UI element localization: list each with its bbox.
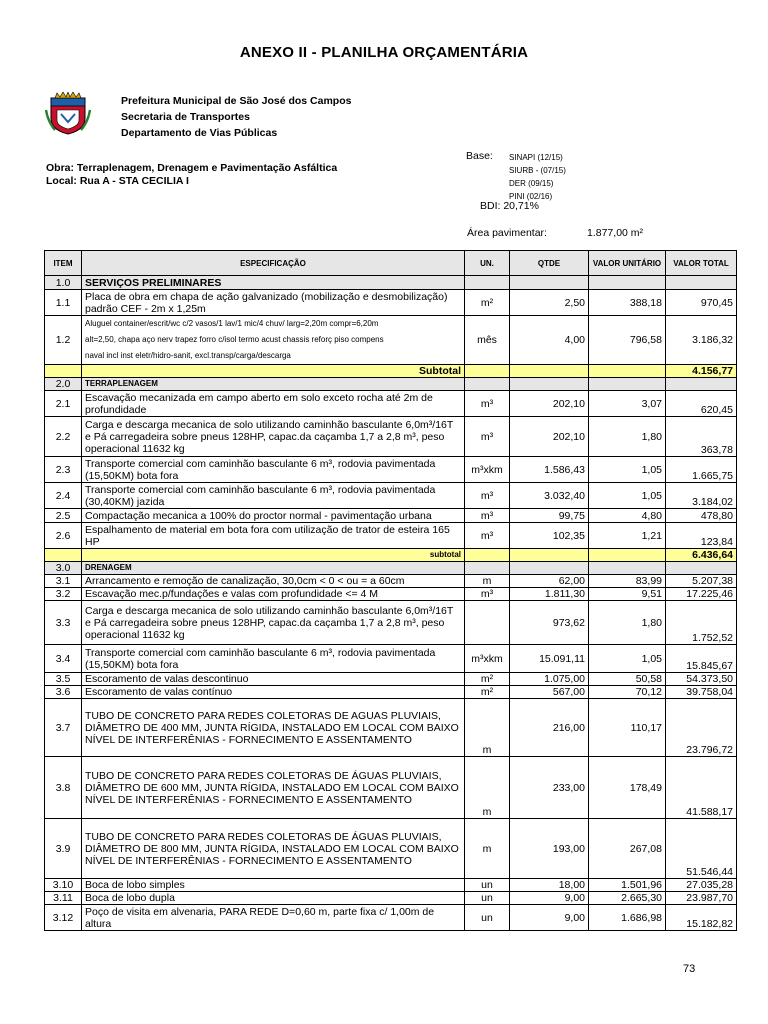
row-item: 3.4 <box>45 645 82 673</box>
row-spec-line: naval incl inst eletr/hidro-sanit, excl.transp/carga/descarga <box>85 351 291 360</box>
row-total: 123,84 <box>666 523 737 549</box>
table-row <box>45 316 737 365</box>
table-row <box>45 905 737 931</box>
row-unit: 110,17 <box>589 699 666 757</box>
row-un: m <box>465 757 510 819</box>
table-row <box>45 699 737 757</box>
row-spec: TUBO DE CONCRETO PARA REDES COLETORAS DE ÁGUAS PLUVIAIS, DIÂMETRO DE 800 MM, JUNTA RÍGIDA, INSTALADO EM LOCAL COM BAIXO NÍVEL DE INTERFERÊNIAS - FORNECIMENTO E ASSENTAMENTO <box>82 819 465 879</box>
row-item: 1.1 <box>45 290 82 316</box>
table-row <box>45 673 737 686</box>
row-spec: Poço de visita em alvenaria, PARA REDE D=0,60 m, parte fixa c/ 1,00m de altura <box>82 905 465 931</box>
row-unit: 1.686,98 <box>589 905 666 931</box>
area-value: 1.877,00 m² <box>587 227 644 239</box>
row-qtde: 15.091,11 <box>510 645 589 673</box>
area-label: Área pavimentar: <box>467 227 547 239</box>
row-qtde: 202,10 <box>510 417 589 457</box>
header-qtde: QTDE <box>510 251 589 276</box>
row-un: un <box>465 905 510 931</box>
row-total: 620,45 <box>666 391 737 417</box>
row-total: 27.035,28 <box>666 879 737 892</box>
base-item: SIURB - (07/15) <box>509 166 566 175</box>
section-row <box>45 562 737 575</box>
row-unit: 83,99 <box>589 575 666 588</box>
table-row <box>45 879 737 892</box>
row-total: 1.752,52 <box>666 601 737 645</box>
subtotal-row <box>45 365 737 378</box>
row-item: 2.2 <box>45 417 82 457</box>
row-unit: 3,07 <box>589 391 666 417</box>
subtotal-value: 4.156,77 <box>666 365 737 378</box>
header-valor-unitario: VALOR UNITÁRIO <box>589 251 666 276</box>
row-un: m³ <box>465 523 510 549</box>
row-total: 5.207,38 <box>666 575 737 588</box>
table-row <box>45 290 737 316</box>
row-item: 3.1 <box>45 575 82 588</box>
table-row <box>45 575 737 588</box>
row-un: m³ <box>465 417 510 457</box>
row-item: 2.6 <box>45 523 82 549</box>
page-number: 73 <box>683 963 696 975</box>
row-total: 970,45 <box>666 290 737 316</box>
row-qtde: 99,75 <box>510 509 589 523</box>
table-row <box>45 417 737 457</box>
row-unit: 1,80 <box>589 601 666 645</box>
row-item: 3.3 <box>45 601 82 645</box>
row-qtde: 4,00 <box>510 316 589 365</box>
row-spec: Placa de obra em chapa de ação galvanizado (mobilização e desmobilização) padrão CEF - 2m x 1,25m <box>82 290 465 316</box>
row-total: 54.373,50 <box>666 673 737 686</box>
table-header-row <box>45 251 737 276</box>
row-un: m <box>465 575 510 588</box>
row-un: m³xkm <box>465 457 510 483</box>
header-valor-total: VALOR TOTAL <box>666 251 737 276</box>
local-line: Local: Rua A - STA CECILIA I <box>46 175 189 187</box>
row-item: 1.2 <box>45 316 82 365</box>
row-item: 2.5 <box>45 509 82 523</box>
table-row <box>45 457 737 483</box>
header-un: UN. <box>465 251 510 276</box>
base-label: Base: <box>466 150 493 162</box>
row-qtde: 202,10 <box>510 391 589 417</box>
row-un: m <box>465 699 510 757</box>
row-item: 3.10 <box>45 879 82 892</box>
row-item: 2.3 <box>45 457 82 483</box>
row-spec-line: alt=2,50, chapa aço nerv trapez forro c/isol termo acust chassis reforç piso compens <box>85 335 384 344</box>
section-item: 3.0 <box>45 562 82 575</box>
row-spec: Boca de lobo simples <box>82 879 465 892</box>
row-qtde: 9,00 <box>510 905 589 931</box>
bdi-value: BDI: 20,71% <box>480 200 539 212</box>
row-total: 17.225,46 <box>666 588 737 601</box>
org-line-3: Departamento de Vias Públicas <box>121 127 278 139</box>
table-row <box>45 757 737 819</box>
row-item: 3.12 <box>45 905 82 931</box>
row-spec: Carga e descarga mecanica de solo utilizando caminhão basculante 6,0m³/16T e Pá carregadeira sobre pneus 128HP, capac.da caçamba 1,7 a 2,8 m³, peso operacional 11632 kg <box>82 417 465 457</box>
table-row <box>45 819 737 879</box>
row-qtde: 3.032,40 <box>510 483 589 509</box>
row-un: m³xkm <box>465 645 510 673</box>
row-item: 2.4 <box>45 483 82 509</box>
base-item: DER (09/15) <box>509 179 554 188</box>
table-row <box>45 686 737 699</box>
org-line-2: Secretaria de Transportes <box>121 111 250 123</box>
organization-block <box>121 93 351 141</box>
row-unit: 796,58 <box>589 316 666 365</box>
subtotal-label: Subtotal <box>82 365 465 378</box>
row-total: 15.845,67 <box>666 645 737 673</box>
table-row <box>45 523 737 549</box>
base-item: SINAPI (12/15) <box>509 153 563 162</box>
row-total: 15.182,82 <box>666 905 737 931</box>
table-row <box>45 509 737 523</box>
row-unit: 1,05 <box>589 457 666 483</box>
base-list <box>509 151 566 203</box>
row-total: 478,80 <box>666 509 737 523</box>
row-qtde: 2,50 <box>510 290 589 316</box>
header-spec: ESPECIFICAÇÃO <box>82 251 465 276</box>
row-spec: Espalhamento de material em bota fora com utilização de trator de esteira 165 HP <box>82 523 465 549</box>
row-total: 23.796,72 <box>666 699 737 757</box>
row-un: mês <box>465 316 510 365</box>
table-row <box>45 588 737 601</box>
row-total: 39.758,04 <box>666 686 737 699</box>
table-row <box>45 892 737 905</box>
row-un: m² <box>465 290 510 316</box>
row-qtde: 1.586,43 <box>510 457 589 483</box>
table-row <box>45 391 737 417</box>
subtotal-value: 6.436,64 <box>666 549 737 562</box>
obra-line: Obra: Terraplenagem, Drenagem e Pavimentação Asfáltica <box>46 162 338 174</box>
section-title: TERRAPLENAGEM <box>82 378 465 391</box>
row-unit: 2.665,30 <box>589 892 666 905</box>
row-unit: 178,49 <box>589 757 666 819</box>
row-total: 41.588,17 <box>666 757 737 819</box>
row-item: 3.2 <box>45 588 82 601</box>
row-unit: 1,05 <box>589 645 666 673</box>
row-unit: 1,21 <box>589 523 666 549</box>
row-un: m <box>465 819 510 879</box>
row-item: 3.6 <box>45 686 82 699</box>
row-qtde: 233,00 <box>510 757 589 819</box>
section-title: DRENAGEM <box>82 562 465 575</box>
row-qtde: 62,00 <box>510 575 589 588</box>
row-un: un <box>465 892 510 905</box>
row-total: 23.987,70 <box>666 892 737 905</box>
row-item: 3.9 <box>45 819 82 879</box>
row-item: 3.7 <box>45 699 82 757</box>
table-row <box>45 483 737 509</box>
row-unit: 50,58 <box>589 673 666 686</box>
row-unit: 388,18 <box>589 290 666 316</box>
row-total: 3.186,32 <box>666 316 737 365</box>
row-spec: Escoramento de valas contínuo <box>82 686 465 699</box>
section-title: SERVIÇOS PRELIMINARES <box>82 276 465 290</box>
row-unit: 70,12 <box>589 686 666 699</box>
row-unit: 267,08 <box>589 819 666 879</box>
coat-of-arms-logo <box>45 92 91 136</box>
row-total: 1.665,75 <box>666 457 737 483</box>
row-un: m³ <box>465 483 510 509</box>
row-total: 51.546,44 <box>666 819 737 879</box>
row-unit: 4,80 <box>589 509 666 523</box>
row-un: m³ <box>465 588 510 601</box>
table-row <box>45 645 737 673</box>
row-spec: Boca de lobo dupla <box>82 892 465 905</box>
row-qtde: 567,00 <box>510 686 589 699</box>
row-qtde: 9,00 <box>510 892 589 905</box>
row-un: m² <box>465 686 510 699</box>
row-item: 3.5 <box>45 673 82 686</box>
section-row <box>45 276 737 290</box>
row-un: m² <box>465 673 510 686</box>
base-item: PINI (02/16) <box>509 192 553 201</box>
subtotal-label: subtotal <box>82 549 465 562</box>
row-unit: 1,05 <box>589 483 666 509</box>
row-spec: Compactação mecanica a 100% do proctor normal - pavimentação urbana <box>82 509 465 523</box>
row-spec: TUBO DE CONCRETO PARA REDES COLETORAS DE AGUAS PLUVIAIS, DIÂMETRO DE 400 MM, JUNTA RÍGIDA, INSTALADO EM LOCAL COM BAIXO NÍVEL DE INTERFERÊNIAS - FORNECIMENTO E ASSENTAMENTO <box>82 699 465 757</box>
row-total: 3.184,02 <box>666 483 737 509</box>
row-spec: TUBO DE CONCRETO PARA REDES COLETORAS DE ÁGUAS PLUVIAIS, DIÂMETRO DE 600 MM, JUNTA RÍGIDA, INSTALADO EM LOCAL COM BAIXO NÍVEL DE INTERFERÊNIAS - FORNECIMENTO E ASSENTAMENTO <box>82 757 465 819</box>
row-spec <box>82 316 465 365</box>
row-total: 363,78 <box>666 417 737 457</box>
row-spec: Transporte comercial com caminhão basculante 6 m³, rodovia pavimentada (15,50KM) bota fora <box>82 457 465 483</box>
row-qtde: 193,00 <box>510 819 589 879</box>
section-row <box>45 378 737 391</box>
row-spec: Escavação mec.p/fundações e valas com profundidade <= 4 M <box>82 588 465 601</box>
row-un: m³ <box>465 509 510 523</box>
org-line-1: Prefeitura Municipal de São José dos Campos <box>121 95 352 107</box>
subtotal-row <box>45 549 737 562</box>
row-qtde: 1.811,30 <box>510 588 589 601</box>
row-spec-line: Aluguel container/escrit/wc c/2 vasos/1 lav/1 mic/4 chuv/ larg=2,20m compr=6,20m <box>85 319 379 328</box>
section-item: 2.0 <box>45 378 82 391</box>
row-un <box>465 601 510 645</box>
row-spec: Carga e descarga mecanica de solo utilizando caminhão basculante 6,0m³/16T e Pá carregadeira sobre pneus 128HP, capac.da caçamba 1,7 a 2,8 m³, peso operacional 11632 kg <box>82 601 465 645</box>
document-title: ANEXO II - PLANILHA ORÇAMENTÁRIA <box>239 44 529 61</box>
row-un: un <box>465 879 510 892</box>
row-spec: Transporte comercial com caminhão basculante 6 m³, rodovia pavimentada (15,50KM) bota fora <box>82 645 465 673</box>
header-item: ITEM <box>45 251 82 276</box>
budget-table <box>44 250 737 931</box>
row-qtde: 102,35 <box>510 523 589 549</box>
row-spec: Escavação mecanizada em campo aberto em solo exceto rocha até 2m de profundidade <box>82 391 465 417</box>
row-unit: 9,51 <box>589 588 666 601</box>
area-line <box>467 227 707 239</box>
section-item: 1.0 <box>45 276 82 290</box>
row-item: 2.1 <box>45 391 82 417</box>
row-qtde: 18,00 <box>510 879 589 892</box>
row-un: m³ <box>465 391 510 417</box>
row-qtde: 216,00 <box>510 699 589 757</box>
row-item: 3.8 <box>45 757 82 819</box>
row-unit: 1.501,96 <box>589 879 666 892</box>
project-info <box>46 162 337 188</box>
row-item: 3.11 <box>45 892 82 905</box>
row-spec: Transporte comercial com caminhão basculante 6 m³, rodovia pavimentada (30,40KM) jazida <box>82 483 465 509</box>
row-qtde: 1.075,00 <box>510 673 589 686</box>
row-spec: Escoramento de valas descontinuo <box>82 673 465 686</box>
row-qtde: 973,62 <box>510 601 589 645</box>
row-spec: Arrancamento e remoção de canalização, 30,0cm < 0 < ou = a 60cm <box>82 575 465 588</box>
row-unit: 1,80 <box>589 417 666 457</box>
table-row <box>45 601 737 645</box>
